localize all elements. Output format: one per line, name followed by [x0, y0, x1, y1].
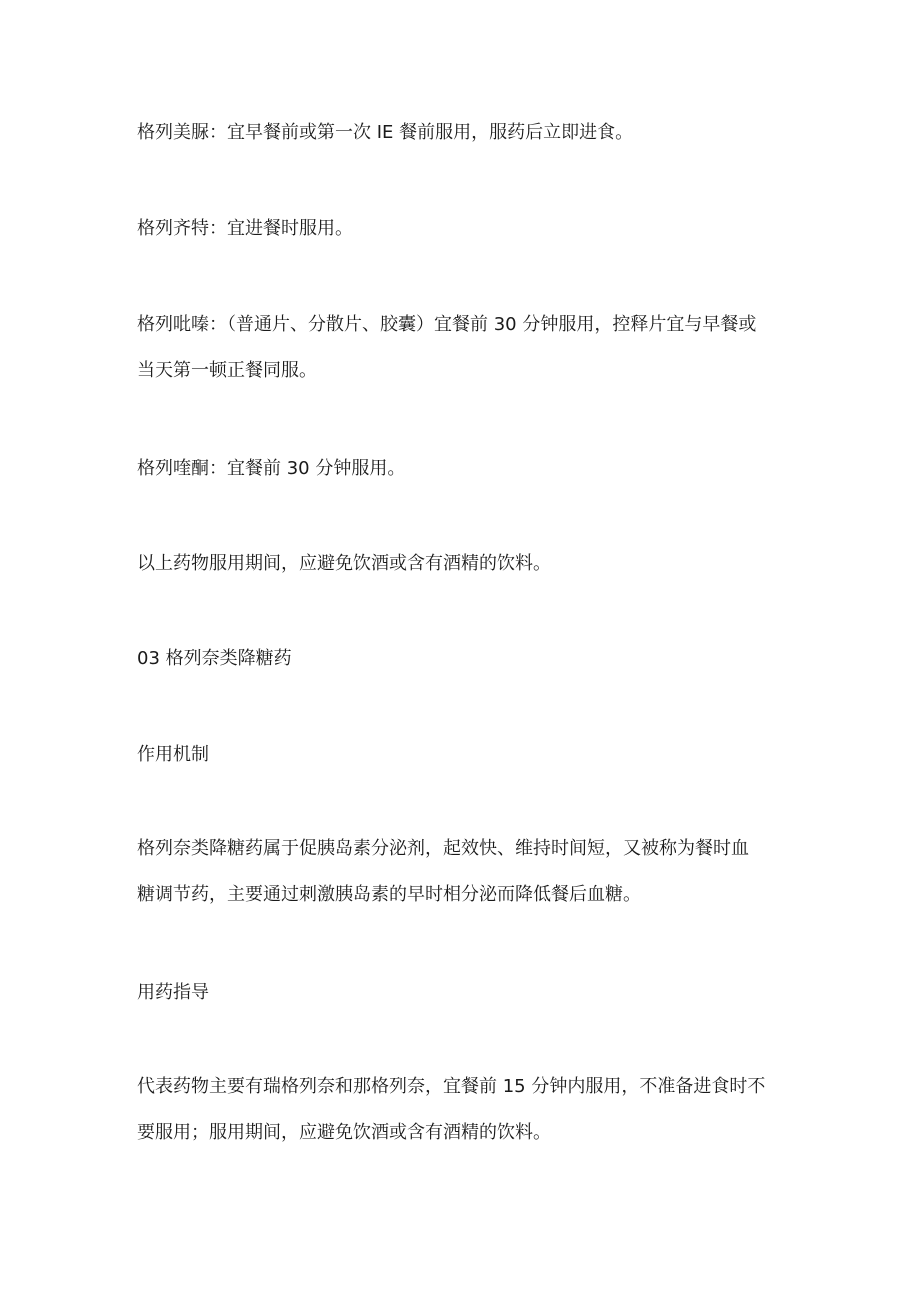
text-line: 03 格列奈类降糖药: [137, 648, 292, 669]
text-line: 格列吡嗪：（普通片、分散片、胶囊）宜餐前 30 分钟服用，控释片宜与早餐或: [137, 314, 757, 335]
text-line: 格列奈类降糖药属于促胰岛素分泌剂，起效快、维持时间短，又被称为餐时血: [137, 838, 749, 859]
text-line: 糖调节药，主要通过刺激胰岛素的早时相分泌而降低餐后血糖。: [137, 884, 641, 905]
text-line: 格列喹酮：宜餐前 30 分钟服用。: [137, 458, 406, 479]
paragraph-glimepiride: [137, 110, 787, 156]
text-line: 格列齐特：宜进餐时服用。: [137, 218, 353, 239]
subheading-mechanism: [137, 732, 787, 778]
text-line: 代表药物主要有瑞格列奈和那格列奈，宜餐前 15 分钟内服用，不准备进食时不: [137, 1076, 766, 1097]
text-line: 当天第一顿正餐同服。: [137, 360, 317, 381]
section-heading-glinides: [137, 636, 787, 682]
paragraph-gliquidone: [137, 446, 787, 492]
text-line: 以上药物服用期间，应避免饮酒或含有酒精的饮料。: [137, 553, 551, 574]
text-line: 作用机制: [137, 744, 209, 765]
paragraph-alcohol-warning: [137, 541, 787, 587]
paragraph-gliclazide: [137, 206, 787, 252]
paragraph-mechanism: [137, 826, 787, 918]
subheading-medication-guide: [137, 970, 787, 1016]
paragraph-glipizide: [137, 302, 787, 394]
paragraph-medication-guide: [137, 1064, 787, 1156]
text-line: 格列美脲：宜早餐前或第一次 IE 餐前服用，服药后立即进食。: [137, 122, 634, 143]
text-line: 用药指导: [137, 982, 209, 1003]
text-line: 要服用；服用期间，应避免饮酒或含有酒精的饮料。: [137, 1122, 551, 1143]
